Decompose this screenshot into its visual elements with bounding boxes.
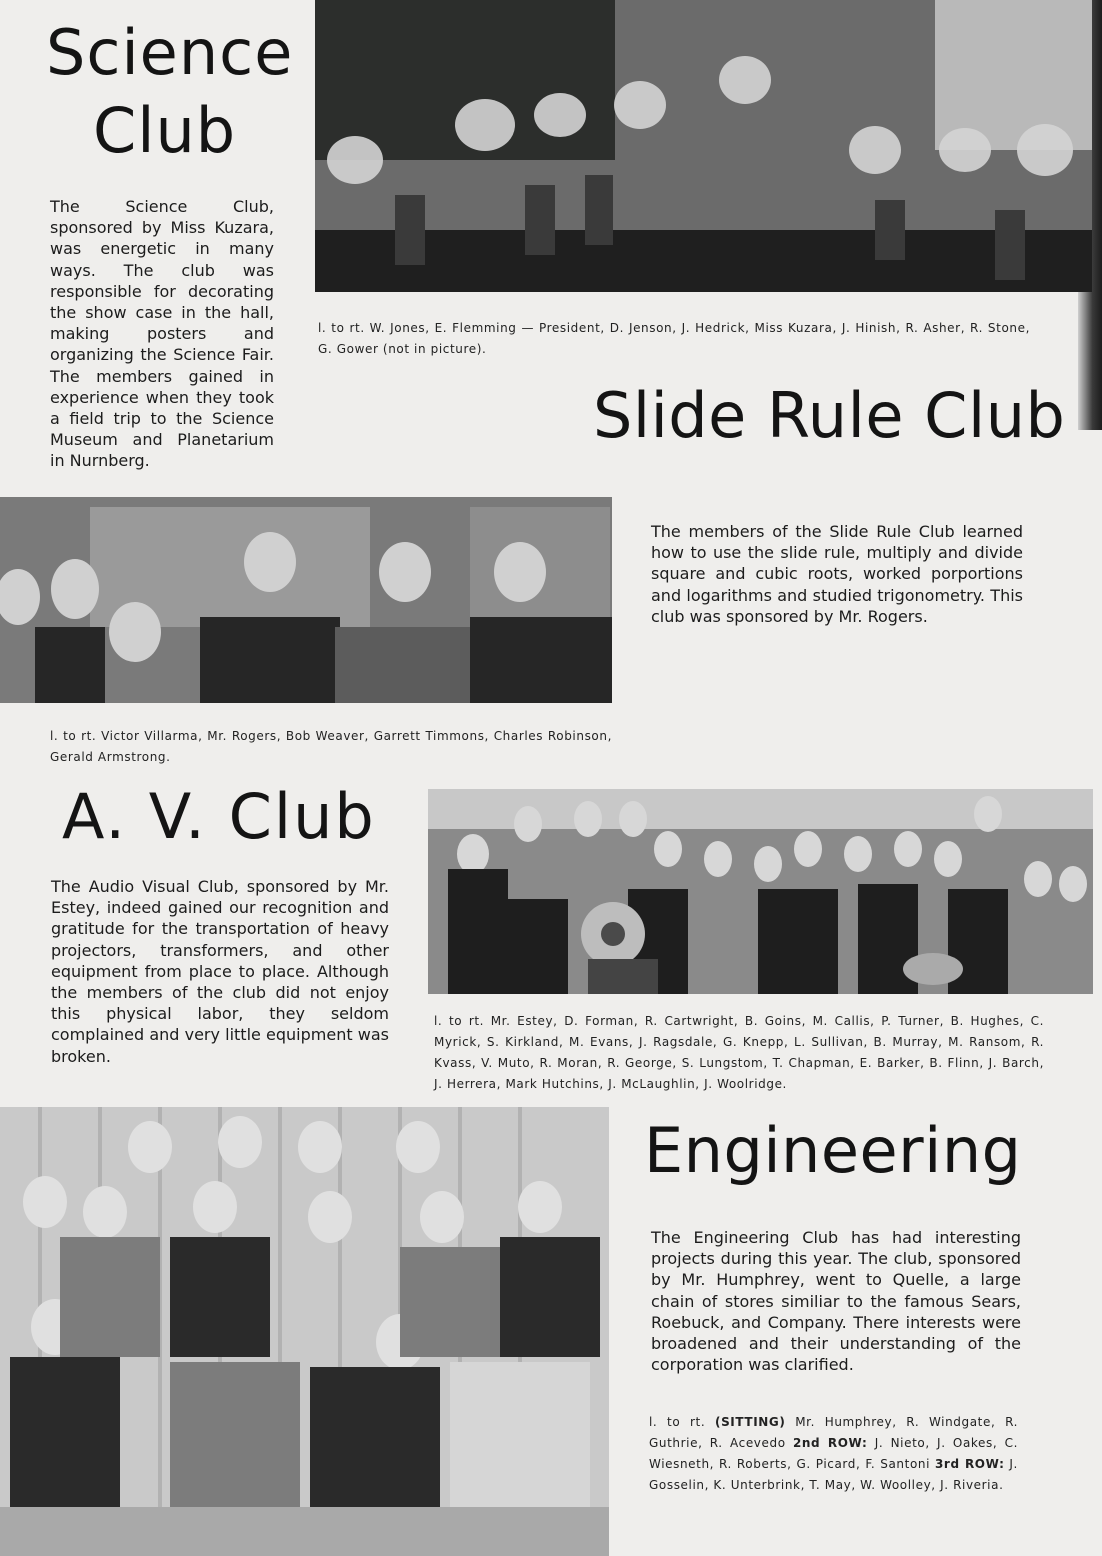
engineering-club-title: Engineering <box>644 1114 1022 1187</box>
av-club-description: The Audio Visual Club, sponsored by Mr. Estey, indeed gained our recognition and gratitude for the transportation of heavy projectors, transformers, and other equipment from place to place. Although the members of the club did not enjoy this physical labor, they seldom complained and very little equipment was broken. <box>51 877 389 1066</box>
engineering-club-caption <box>649 1412 1018 1496</box>
science-club-title-line2: Club <box>93 94 237 167</box>
av-club-title: A. V. Club <box>62 780 376 853</box>
science-club-caption: l. to rt. W. Jones, E. Flemming — President, D. Jenson, J. Hedrick, Miss Kuzara, J. Hinish, R. Asher, R. Stone, G. Gower (not in picture). <box>318 321 1030 356</box>
row3-label: 3rd ROW: <box>934 1457 1005 1471</box>
row2-label: 2nd ROW: <box>792 1436 868 1450</box>
science-club-photo <box>315 0 1092 292</box>
av-club-caption: l. to rt. Mr. Estey, D. Forman, R. Cartwright, B. Goins, M. Callis, P. Turner, B. Hughes, C. Myrick, S. Kirkland, M. Evans, J. Ragsdale, G. Knepp, L. Sullivan, B. Murray, M. Ransom, R. Kvass, V. Muto, R. Moran, R. George, S. Lungstom, T. Chapman, E. Barker, B. Flinn, J. Barch, J. Herrera, Mark Hutchins, J. McLaughlin, J. Woolridge. <box>434 1014 1044 1091</box>
engineering-club-photo <box>0 1107 609 1556</box>
slide-rule-club-photo <box>0 497 612 703</box>
row-sitting-names: Mr. Humphrey, R. Windgate, R. Guthrie, R. Acevedo <box>649 1415 1018 1450</box>
row-sitting-label: (SITTING) <box>714 1415 786 1429</box>
slide-rule-club-caption: l. to rt. Victor Villarma, Mr. Rogers, Bob Weaver, Garrett Timmons, Charles Robinson, Gerald Armstrong. <box>50 729 612 764</box>
slide-rule-club-description: The members of the Slide Rule Club learned how to use the slide rule, multiply and divide square and cubic roots, worked porportions and logarithms and studied trigonometry. This club was sponsored by Mr. Rogers. <box>651 522 1023 626</box>
engineering-club-description: The Engineering Club has had interesting projects during this year. The club, sponsored by Mr. Humphrey, went to Quelle, a large chain of stores similiar to the famous Sears, Roebuck, and Company. There interests were broadened and their understanding of the corporation was clarified. <box>651 1228 1021 1375</box>
row2-names: J. Nieto, J. Oakes, C. Wiesneth, R. Roberts, G. Picard, F. Santoni <box>649 1436 1018 1471</box>
slide-rule-club-title: Slide Rule Club <box>593 379 1066 452</box>
av-club-photo <box>428 789 1093 994</box>
science-club-description: The Science Club, sponsored by Miss Kuzara, was energetic in many ways. The club was responsible for decorating the show case in the hall, making posters and organizing the Science Fair. The members gained in experience when they took a field trip to the Science Museum and Planetarium in Nurnberg. <box>50 197 274 471</box>
row3-names: J. Gosselin, K. Unterbrink, T. May, W. Woolley, J. Riveria. <box>649 1457 1018 1492</box>
caption-prefix: l. to rt. <box>649 1415 706 1429</box>
science-club-title-line1: Science <box>46 16 294 89</box>
